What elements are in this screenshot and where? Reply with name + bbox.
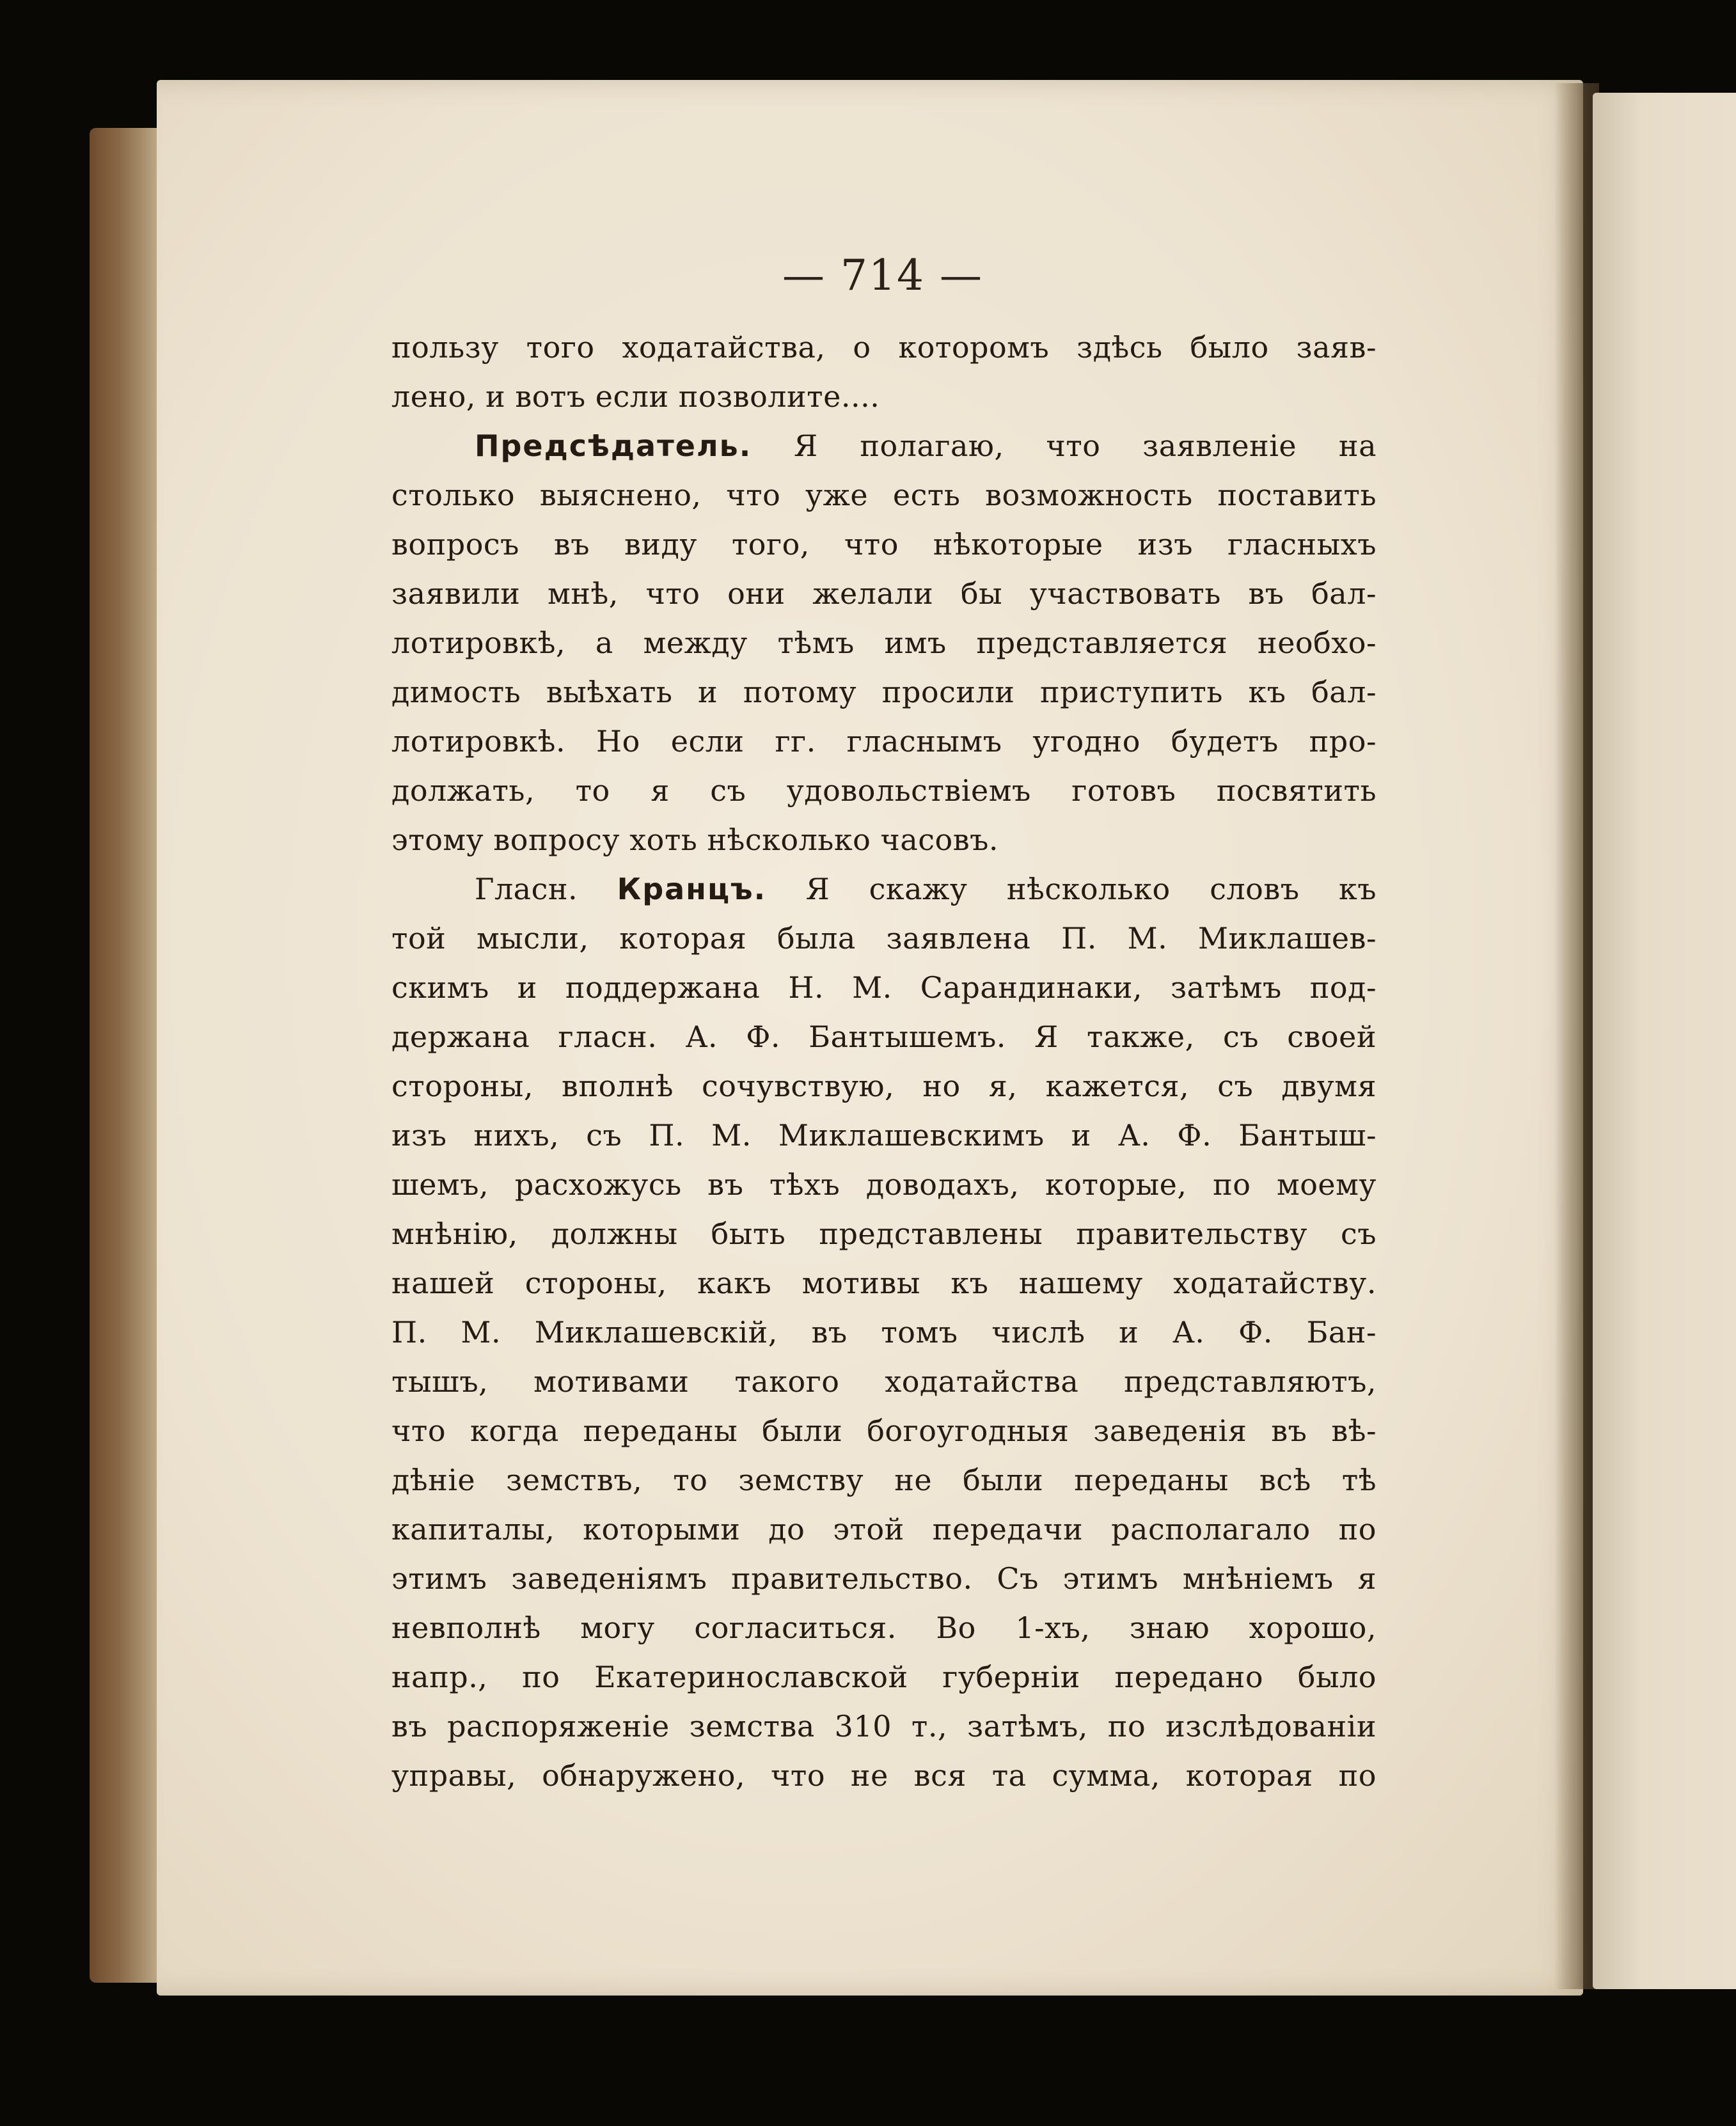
speech-text: Я скажу нѣсколько словъ къ xyxy=(805,872,1377,906)
text-line: скимъ и поддержана Н. М. Сарандинаки, затѣмъ под- xyxy=(391,970,1377,1005)
text-line: должать, то я съ удовольствіемъ готовъ посвятить xyxy=(391,773,1377,808)
text-line: невполнѣ могу согласиться. Во 1-хъ, знаю хорошо, xyxy=(391,1610,1377,1645)
text-line: напр., по Екатеринославской губерніи передано было xyxy=(391,1660,1377,1694)
text-line: этимъ заведеніямъ правительство. Съ этимъ мнѣніемъ я xyxy=(391,1561,1377,1596)
speech-paragraph-start xyxy=(391,865,1377,914)
text-line: управы, обнаружено, что не вся та сумма, которая по xyxy=(391,1758,1377,1793)
text-line: что когда переданы были богоугодныя заведенія въ вѣ- xyxy=(391,1413,1377,1448)
speech-paragraph-start xyxy=(391,421,1377,471)
text-line: вопросъ въ виду того, что нѣкоторые изъ гласныхъ xyxy=(391,527,1377,562)
speaker-name: Кранцъ. xyxy=(617,872,767,906)
speaker-name: Предсѣдатель. xyxy=(475,429,752,463)
text-line: дѣніе земствъ, то земству не были переданы всѣ тѣ xyxy=(391,1463,1377,1497)
text-line: столько выяснено, что уже есть возможность поставить xyxy=(391,478,1377,512)
text-line: той мысли, которая была заявлена П. М. Миклашев- xyxy=(391,921,1377,956)
text-line: мнѣнію, должны быть представлены правительству съ xyxy=(391,1217,1377,1251)
book-page-edges xyxy=(90,128,166,1983)
page-number: — 714 — xyxy=(782,251,983,300)
text-line: тышъ, мотивами такого ходатайства представляютъ, xyxy=(391,1364,1377,1399)
text-line: лено, и вотъ если позволите.... xyxy=(391,379,880,414)
text-line: стороны, вполнѣ сочувствую, но я, кажется, съ двумя xyxy=(391,1069,1377,1103)
text-line: изъ нихъ, съ П. М. Миклашевскимъ и А. Ф. Бантыш- xyxy=(391,1118,1377,1153)
text-line: держана гласн. А. Ф. Бантышемъ. Я также, съ своей xyxy=(391,1020,1377,1054)
text-line: заявили мнѣ, что они желали бы участвовать въ бал- xyxy=(391,576,1377,611)
text-line: шемъ, расхожусь въ тѣхъ доводахъ, которые, по моему xyxy=(391,1167,1377,1202)
text-line: этому вопросу хоть нѣсколько часовъ. xyxy=(391,823,998,857)
text-line: нашей стороны, какъ мотивы къ нашему ходатайству. xyxy=(391,1266,1377,1300)
text-line: П. М. Миклашевскій, въ томъ числѣ и А. Ф. Бан- xyxy=(391,1315,1377,1350)
text-line: пользу того ходатайства, о которомъ здѣсь было заяв- xyxy=(391,330,1377,365)
text-line: лотировкѣ, а между тѣмъ имъ представляется необхо- xyxy=(391,626,1377,660)
text-line: димость выѣхать и потому просили приступить къ бал- xyxy=(391,675,1377,709)
speech-text: Я полагаю, что заявленіе на xyxy=(793,429,1377,463)
text-line: лотировкѣ. Но если гг. гласнымъ угодно будетъ про- xyxy=(391,724,1377,759)
facing-page-edge xyxy=(1593,93,1736,1989)
text-line: въ распоряженіе земства 310 т., затѣмъ, по изслѣдованіи xyxy=(391,1709,1377,1744)
text-line: капиталы, которыми до этой передачи располагало по xyxy=(391,1512,1377,1547)
speaker-title: Гласн. xyxy=(475,872,578,906)
page-body-text xyxy=(391,323,1377,1800)
